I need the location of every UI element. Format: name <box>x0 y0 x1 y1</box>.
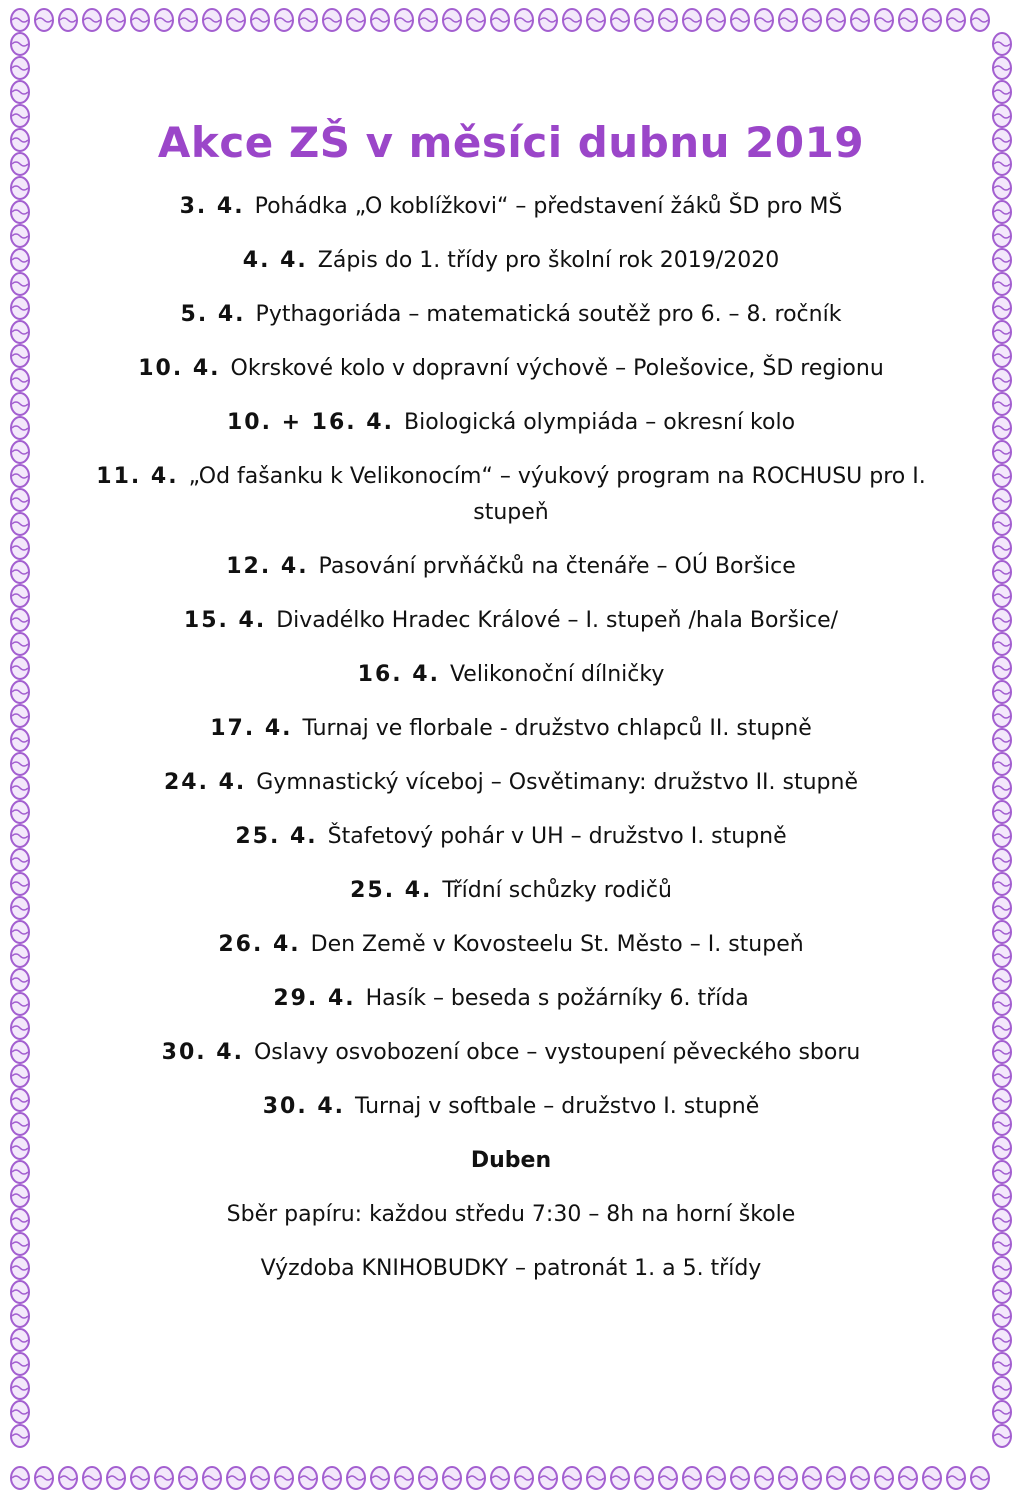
easter-egg-icon <box>155 1467 173 1489</box>
easter-egg-icon <box>827 9 845 31</box>
easter-egg-icon <box>35 9 53 31</box>
easter-egg-icon <box>993 81 1011 103</box>
easter-egg-icon <box>59 9 77 31</box>
easter-egg-icon <box>11 465 29 487</box>
event-date: 24. 4. <box>163 770 247 795</box>
easter-egg-icon <box>707 9 725 31</box>
easter-egg-icon <box>11 633 29 655</box>
easter-egg-icon <box>993 753 1011 775</box>
easter-egg-icon <box>993 801 1011 823</box>
event-text: Pasování prvňáčků na čtenáře – OÚ Boršice <box>318 554 796 579</box>
easter-egg-icon <box>323 1467 341 1489</box>
easter-egg-icon <box>11 753 29 775</box>
event-text: Biologická olympiáda – okresní kolo <box>403 410 796 435</box>
easter-egg-icon <box>993 105 1011 127</box>
easter-egg-icon <box>467 9 485 31</box>
event-date: 12. 4. <box>226 554 309 579</box>
easter-egg-icon <box>11 297 29 319</box>
event-item <box>60 819 962 855</box>
easter-egg-icon <box>993 513 1011 535</box>
easter-egg-icon <box>827 1467 845 1489</box>
easter-egg-icon <box>11 849 29 871</box>
easter-egg-icon <box>993 1233 1011 1255</box>
easter-egg-icon <box>467 1467 485 1489</box>
easter-egg-icon <box>993 1209 1011 1231</box>
easter-egg-icon <box>993 681 1011 703</box>
easter-egg-icon <box>251 9 269 31</box>
easter-egg-icon <box>993 297 1011 319</box>
easter-egg-icon <box>59 1467 77 1489</box>
note-paper-collection: Sběr papíru: každou středu 7:30 – 8h na horní škole <box>226 1202 796 1227</box>
event-text: Den Země v Kovosteelu St. Město – I. stupeň <box>310 932 804 957</box>
easter-egg-icon <box>491 9 509 31</box>
easter-egg-icon <box>11 1425 29 1447</box>
easter-egg-icon <box>611 9 629 31</box>
easter-egg-icon <box>993 777 1011 799</box>
easter-egg-icon <box>587 9 605 31</box>
easter-egg-icon <box>993 897 1011 919</box>
event-item <box>60 297 962 333</box>
easter-egg-icon <box>899 9 917 31</box>
easter-egg-icon <box>11 513 29 535</box>
easter-egg-icon <box>707 1467 725 1489</box>
easter-egg-icon <box>227 9 245 31</box>
easter-egg-icon <box>993 729 1011 751</box>
easter-egg-icon <box>971 9 989 31</box>
easter-egg-icon <box>993 129 1011 151</box>
event-text: Divadélko Hradec Králové – I. stupeň /hala Boršice/ <box>276 608 839 633</box>
easter-egg-icon <box>11 273 29 295</box>
easter-egg-icon <box>993 873 1011 895</box>
easter-egg-icon <box>947 9 965 31</box>
easter-egg-icon <box>923 9 941 31</box>
easter-egg-icon <box>11 1467 29 1489</box>
easter-egg-icon <box>11 81 29 103</box>
easter-egg-icon <box>179 9 197 31</box>
easter-egg-icon <box>563 1467 581 1489</box>
easter-egg-icon <box>11 1305 29 1327</box>
event-date: 10. + 16. 4. <box>226 410 394 435</box>
event-date: 30. 4. <box>161 1040 244 1065</box>
event-item <box>60 1089 962 1125</box>
easter-egg-icon <box>779 9 797 31</box>
event-date: 10. 4. <box>138 356 221 381</box>
easter-egg-icon <box>11 657 29 679</box>
easter-egg-icon <box>993 825 1011 847</box>
event-text: Pythagoriáda – matematická soutěž pro 6. – 8. ročník <box>255 302 842 327</box>
easter-egg-icon <box>993 1041 1011 1063</box>
easter-egg-icon <box>993 57 1011 79</box>
easter-egg-icon <box>11 57 29 79</box>
easter-egg-icon <box>11 897 29 919</box>
easter-egg-icon <box>11 201 29 223</box>
easter-egg-icon <box>993 1377 1011 1399</box>
easter-egg-icon <box>993 993 1011 1015</box>
easter-egg-icon <box>731 9 749 31</box>
easter-egg-icon <box>993 177 1011 199</box>
easter-egg-icon <box>419 1467 437 1489</box>
easter-egg-icon <box>993 1089 1011 1111</box>
easter-egg-icon <box>11 177 29 199</box>
event-item <box>60 873 962 909</box>
easter-egg-icon <box>993 633 1011 655</box>
easter-egg-icon <box>993 1401 1011 1423</box>
easter-egg-icon <box>993 1017 1011 1039</box>
event-date: 11. 4. <box>96 464 179 489</box>
easter-egg-icon <box>993 537 1011 559</box>
event-date: 3. 4. <box>179 194 245 219</box>
easter-egg-icon <box>993 1113 1011 1135</box>
easter-egg-icon <box>11 1209 29 1231</box>
event-text: Štafetový pohár v UH – družstvo I. stupně <box>327 824 787 849</box>
page-title: Akce ZŠ v měsíci dubnu 2019 <box>157 118 865 167</box>
easter-egg-icon <box>11 561 29 583</box>
easter-egg-icon <box>993 1329 1011 1351</box>
easter-egg-icon <box>659 1467 677 1489</box>
easter-egg-icon <box>11 609 29 631</box>
easter-egg-icon <box>11 1113 29 1135</box>
easter-egg-icon <box>11 489 29 511</box>
easter-egg-icon <box>993 489 1011 511</box>
easter-egg-icon <box>11 1377 29 1399</box>
easter-egg-icon <box>587 1467 605 1489</box>
easter-egg-icon <box>11 1233 29 1255</box>
easter-egg-icon <box>539 1467 557 1489</box>
easter-egg-icon <box>11 585 29 607</box>
easter-egg-icon <box>993 1281 1011 1303</box>
easter-egg-icon <box>993 201 1011 223</box>
event-item <box>60 927 962 963</box>
easter-egg-icon <box>11 105 29 127</box>
event-item <box>60 981 962 1017</box>
easter-egg-icon <box>993 393 1011 415</box>
easter-egg-icon <box>993 465 1011 487</box>
event-item <box>60 1035 962 1071</box>
easter-egg-icon <box>11 441 29 463</box>
easter-egg-icon <box>563 9 581 31</box>
easter-egg-icon <box>993 441 1011 463</box>
easter-egg-icon <box>993 417 1011 439</box>
easter-egg-icon <box>993 1257 1011 1279</box>
document-body <box>60 118 962 1305</box>
easter-egg-icon <box>11 249 29 271</box>
event-date: 5. 4. <box>180 302 246 327</box>
event-text: Pohádka „O koblížkovi“ – představení žáků ŠD pro MŠ <box>254 194 843 219</box>
easter-egg-icon <box>11 153 29 175</box>
easter-egg-icon <box>11 825 29 847</box>
easter-egg-icon <box>947 1467 965 1489</box>
easter-egg-icon <box>83 1467 101 1489</box>
easter-egg-icon <box>11 1017 29 1039</box>
easter-egg-icon <box>299 9 317 31</box>
easter-egg-icon <box>659 9 677 31</box>
event-text: „Od fašanku k Velikonocím“ – výukový program na ROCHUSU pro I. stupeň <box>188 464 926 525</box>
event-text: Hasík – beseda s požárníky 6. třída <box>365 986 749 1011</box>
easter-egg-icon <box>993 969 1011 991</box>
event-item <box>60 603 962 639</box>
easter-egg-icon <box>11 369 29 391</box>
easter-egg-icon <box>11 393 29 415</box>
easter-egg-icon <box>11 729 29 751</box>
event-date: 16. 4. <box>357 662 440 687</box>
easter-egg-icon <box>993 321 1011 343</box>
easter-egg-icon <box>11 921 29 943</box>
easter-egg-icon <box>11 1401 29 1423</box>
easter-egg-icon <box>539 9 557 31</box>
event-date: 17. 4. <box>210 716 293 741</box>
event-date: 26. 4. <box>218 932 301 957</box>
easter-egg-icon <box>323 9 341 31</box>
easter-egg-icon <box>755 9 773 31</box>
easter-egg-icon <box>11 1353 29 1375</box>
easter-egg-icon <box>83 9 101 31</box>
easter-egg-icon <box>11 345 29 367</box>
easter-egg-icon <box>11 1257 29 1279</box>
easter-egg-icon <box>731 1467 749 1489</box>
easter-egg-icon <box>993 657 1011 679</box>
easter-egg-icon <box>993 921 1011 943</box>
easter-egg-icon <box>993 273 1011 295</box>
event-text: Zápis do 1. třídy pro školní rok 2019/2020 <box>317 248 780 273</box>
easter-egg-icon <box>11 705 29 727</box>
easter-egg-icon <box>11 537 29 559</box>
note-book-box: Výzdoba KNIHOBUDKY – patronát 1. a 5. třídy <box>260 1256 762 1281</box>
easter-egg-icon <box>35 1467 53 1489</box>
easter-egg-icon <box>635 9 653 31</box>
easter-egg-icon <box>11 1137 29 1159</box>
event-item <box>60 405 962 441</box>
easter-egg-icon <box>131 9 149 31</box>
easter-egg-icon <box>923 1467 941 1489</box>
easter-egg-icon <box>993 369 1011 391</box>
easter-egg-icon <box>443 1467 461 1489</box>
event-date: 25. 4. <box>235 824 318 849</box>
easter-egg-icon <box>491 1467 509 1489</box>
easter-egg-icon <box>395 1467 413 1489</box>
easter-egg-icon <box>875 1467 893 1489</box>
easter-egg-icon <box>11 129 29 151</box>
easter-egg-icon <box>11 1185 29 1207</box>
event-date: 4. 4. <box>242 248 308 273</box>
easter-egg-icon <box>993 225 1011 247</box>
event-list <box>60 189 962 1125</box>
event-date: 29. 4. <box>273 986 356 1011</box>
event-date: 30. 4. <box>262 1094 346 1119</box>
easter-egg-icon <box>993 1425 1011 1447</box>
easter-egg-icon <box>11 1329 29 1351</box>
event-item <box>60 351 962 387</box>
easter-egg-icon <box>275 9 293 31</box>
easter-egg-icon <box>993 609 1011 631</box>
easter-egg-icon <box>11 9 29 31</box>
event-item <box>60 711 962 747</box>
easter-egg-icon <box>993 561 1011 583</box>
event-item <box>60 189 962 225</box>
easter-egg-icon <box>851 1467 869 1489</box>
easter-egg-icon <box>993 705 1011 727</box>
easter-egg-icon <box>275 1467 293 1489</box>
easter-egg-icon <box>11 993 29 1015</box>
easter-egg-icon <box>11 225 29 247</box>
easter-egg-icon <box>635 1467 653 1489</box>
event-item <box>60 549 962 585</box>
easter-egg-icon <box>203 9 221 31</box>
event-text: Velikonoční dílničky <box>449 662 665 687</box>
easter-egg-icon <box>179 1467 197 1489</box>
easter-egg-icon <box>11 1161 29 1183</box>
easter-egg-icon <box>347 9 365 31</box>
easter-egg-icon <box>803 1467 821 1489</box>
easter-egg-icon <box>371 9 389 31</box>
easter-egg-icon <box>107 1467 125 1489</box>
easter-egg-icon <box>611 1467 629 1489</box>
easter-egg-icon <box>131 1467 149 1489</box>
easter-egg-icon <box>11 945 29 967</box>
easter-egg-icon <box>11 1281 29 1303</box>
event-text: Turnaj ve florbale - družstvo chlapců II. stupně <box>302 716 812 741</box>
event-item <box>60 243 962 279</box>
easter-egg-icon <box>993 1137 1011 1159</box>
easter-egg-icon <box>443 9 461 31</box>
easter-egg-icon <box>11 1065 29 1087</box>
easter-egg-icon <box>993 1161 1011 1183</box>
easter-egg-icon <box>993 1305 1011 1327</box>
easter-egg-icon <box>11 801 29 823</box>
event-date: 25. 4. <box>350 878 433 903</box>
easter-egg-icon <box>251 1467 269 1489</box>
easter-egg-icon <box>11 969 29 991</box>
easter-egg-icon <box>993 849 1011 871</box>
easter-egg-icon <box>993 153 1011 175</box>
easter-egg-icon <box>419 9 437 31</box>
easter-egg-icon <box>515 9 533 31</box>
event-text: Turnaj v softbale – družstvo I. stupně <box>355 1094 760 1119</box>
easter-egg-icon <box>11 777 29 799</box>
easter-egg-icon <box>11 321 29 343</box>
event-date: 15. 4. <box>183 608 267 633</box>
easter-egg-icon <box>371 1467 389 1489</box>
easter-egg-icon <box>875 9 893 31</box>
easter-egg-icon <box>779 1467 797 1489</box>
easter-egg-icon <box>11 417 29 439</box>
event-item <box>60 765 962 801</box>
easter-egg-icon <box>993 249 1011 271</box>
event-item <box>60 459 962 531</box>
easter-egg-icon <box>971 1467 989 1489</box>
easter-egg-icon <box>11 873 29 895</box>
easter-egg-icon <box>755 1467 773 1489</box>
event-text: Gymnastický víceboj – Osvětimany: družstvo II. stupně <box>256 770 859 795</box>
event-item <box>60 657 962 693</box>
easter-egg-icon <box>11 681 29 703</box>
easter-egg-icon <box>299 1467 317 1489</box>
easter-egg-icon <box>347 1467 365 1489</box>
easter-egg-icon <box>227 1467 245 1489</box>
easter-egg-icon <box>107 9 125 31</box>
easter-egg-icon <box>993 345 1011 367</box>
easter-egg-icon <box>683 1467 701 1489</box>
easter-egg-icon <box>11 1041 29 1063</box>
easter-egg-icon <box>851 9 869 31</box>
easter-egg-icon <box>993 33 1011 55</box>
easter-egg-icon <box>515 1467 533 1489</box>
event-text: Oslavy osvobození obce – vystoupení pěveckého sboru <box>253 1040 861 1065</box>
easter-egg-icon <box>899 1467 917 1489</box>
easter-egg-icon <box>11 1089 29 1111</box>
easter-egg-icon <box>993 945 1011 967</box>
easter-egg-icon <box>11 33 29 55</box>
easter-egg-icon <box>993 585 1011 607</box>
easter-egg-icon <box>803 9 821 31</box>
easter-egg-icon <box>683 9 701 31</box>
easter-egg-icon <box>395 9 413 31</box>
event-text: Okrskové kolo v dopravní výchově – Polešovice, ŠD regionu <box>230 356 884 381</box>
easter-egg-icon <box>203 1467 221 1489</box>
easter-egg-icon <box>993 1185 1011 1207</box>
section-title: Duben <box>470 1148 552 1173</box>
easter-egg-icon <box>993 1353 1011 1375</box>
event-text: Třídní schůzky rodičů <box>442 878 672 903</box>
easter-egg-icon <box>993 1065 1011 1087</box>
easter-egg-icon <box>155 9 173 31</box>
